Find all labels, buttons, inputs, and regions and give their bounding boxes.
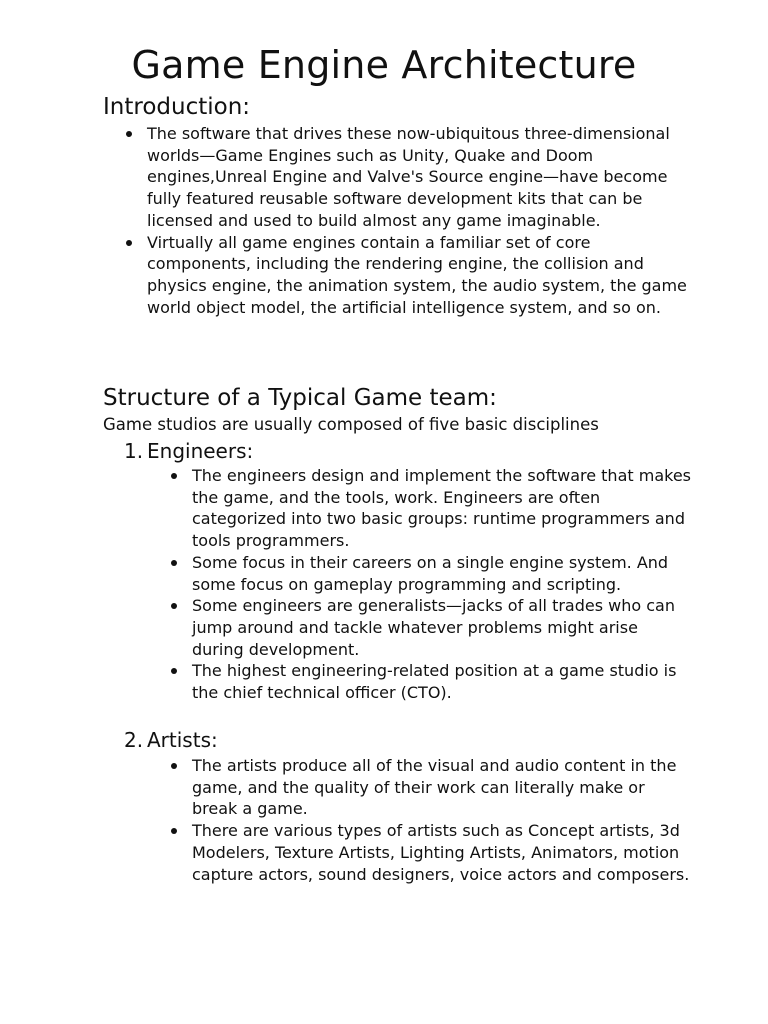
artists-bullet-text: There are various types of artists such as Concept artists, 3d Modelers, Texture Artists, Lighting Artists, Animators, motion capture actors, sound designers, voice actors and composers.	[192, 821, 690, 884]
discipline-heading-artists	[124, 727, 218, 753]
discipline-number: 2.	[124, 728, 144, 752]
discipline-number: 1.	[124, 439, 144, 463]
intro-bullet	[147, 232, 695, 319]
engineers-bullet-list	[192, 465, 692, 704]
engineers-bullet	[192, 552, 692, 595]
intro-heading: Introduction:	[103, 94, 251, 120]
discipline-name: Engineers:	[147, 439, 254, 463]
engineers-bullet-text: Some engineers are generalists—jacks of all trades who can jump around and tackle whatever problems might arise during development.	[192, 596, 675, 659]
engineers-bullet	[192, 595, 692, 660]
bullet-dot-icon	[171, 473, 177, 479]
intro-bullet	[147, 123, 695, 232]
artists-bullet	[192, 755, 692, 820]
engineers-bullet	[192, 465, 692, 552]
document-title: Game Engine Architecture	[131, 43, 637, 87]
bullet-dot-icon	[171, 668, 177, 674]
discipline-heading-engineers	[124, 438, 253, 464]
engineers-bullet-text: The engineers design and implement the software that makes the game, and the tools, work. Engineers are often categorized into two basic groups: runtime programmers and tools programmers.	[192, 466, 691, 551]
intro-bullet-text: Virtually all game engines contain a familiar set of core components, including the rendering engine, the collision and physics engine, the animation system, the audio system, the game world object model, the artificial intelligence system, and so on.	[147, 232, 687, 317]
team-heading: Structure of a Typical Game team:	[103, 385, 497, 411]
bullet-dot-icon	[171, 763, 177, 769]
bullet-dot-icon	[171, 603, 177, 609]
team-intro-text: Game studios are usually composed of five basic disciplines	[103, 415, 599, 434]
intro-bullet-text: The software that drives these now-ubiquitous three-dimensional worlds—Game Engines such as Unity, Quake and Doom engines,Unreal Engine and Valve's Source engine—have become fully featured reusable software development kits that can be licensed and used to build almost any game imaginable.	[147, 124, 670, 230]
artists-bullet-text: The artists produce all of the visual and audio content in the game, and the quality of their work can literally make or break a game.	[192, 756, 677, 819]
bullet-dot-icon	[126, 240, 132, 246]
bullet-dot-icon	[171, 828, 177, 834]
bullet-dot-icon	[126, 131, 132, 137]
discipline-name: Artists:	[147, 728, 218, 752]
artists-bullet	[192, 820, 692, 885]
engineers-bullet-text: Some focus in their careers on a single engine system. And some focus on gameplay programming and scripting.	[192, 552, 669, 594]
bullet-dot-icon	[171, 560, 177, 566]
intro-bullet-list	[147, 123, 695, 318]
engineers-bullet-text: The highest engineering-related position at a game studio is the chief technical officer (CTO).	[192, 661, 677, 703]
artists-bullet-list	[192, 755, 692, 885]
engineers-bullet	[192, 660, 692, 703]
